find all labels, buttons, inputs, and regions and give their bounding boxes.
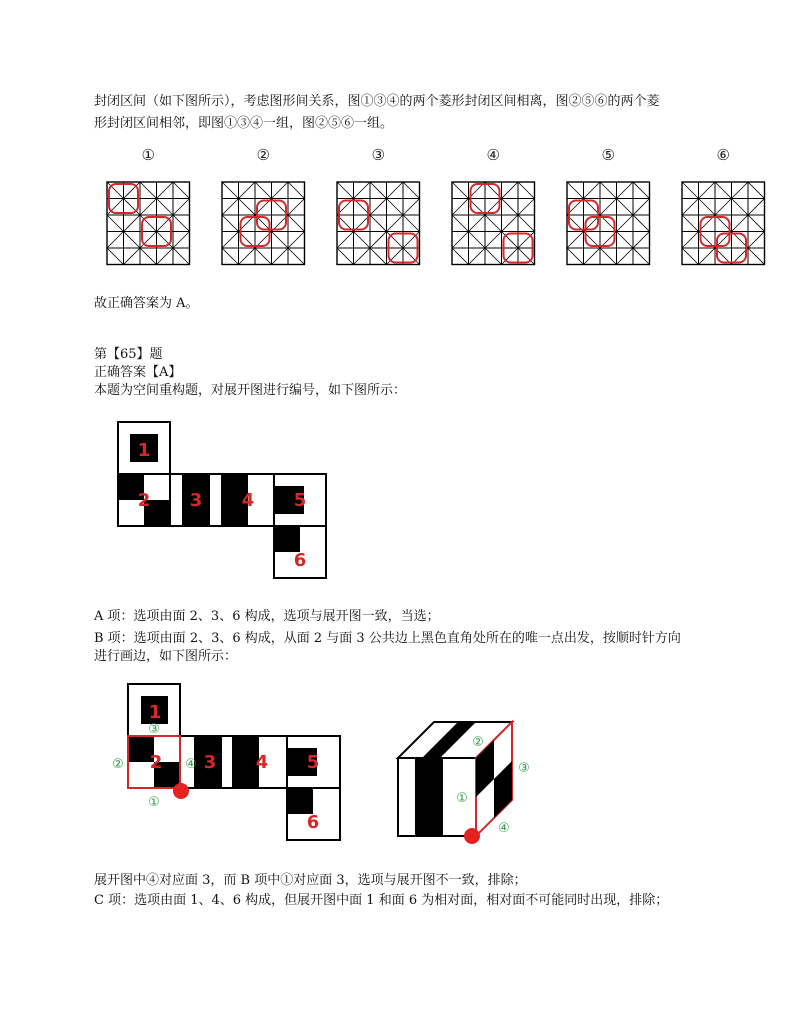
option-b-text: B 项：选项由面 2、3、6 构成，从面 2 与面 3 公共边上黑色直角处所在的唯一点出发，按顺时针方向 bbox=[94, 631, 681, 646]
answer-line: 故正确答案为 A。 bbox=[94, 296, 199, 311]
edge-mark: ① bbox=[148, 795, 160, 810]
net-face-label: 6 bbox=[293, 550, 307, 571]
question-number: 第【65】题 bbox=[94, 347, 163, 362]
net-face-label: 5 bbox=[306, 752, 320, 773]
grid-label: ① bbox=[141, 146, 155, 164]
paragraph-line: 形封闭区间相邻，即图①③④一组，图②⑤⑥一组。 bbox=[94, 116, 394, 131]
cube-net-figure bbox=[110, 418, 370, 588]
net-face-label: 2 bbox=[149, 752, 163, 773]
grid-label: ④ bbox=[486, 146, 500, 164]
grid-figure bbox=[0, 140, 800, 280]
analysis-text: 展开图中④对应面 3，而 B 项中①对应面 3，选项与展开图不一致，排除； bbox=[94, 873, 527, 888]
net-face-label: 3 bbox=[189, 490, 203, 511]
edge-mark: ③ bbox=[518, 761, 530, 776]
option-b-text: 进行画边，如下图所示： bbox=[94, 649, 238, 664]
net-face-label: 1 bbox=[148, 702, 162, 723]
edge-mark: ③ bbox=[148, 722, 160, 737]
triangle-grid bbox=[452, 146, 535, 265]
start-point-dot bbox=[173, 783, 189, 799]
grid-label: ⑤ bbox=[601, 146, 615, 164]
edge-mark: ② bbox=[472, 735, 484, 750]
cube-net-annotated-figure bbox=[100, 680, 720, 850]
paragraph-line: 封闭区间（如下图所示），考虑图形间关系，图①③④的两个菱形封闭区间相离，图②⑤⑥的两个菱 bbox=[94, 94, 660, 109]
net-face-label: 3 bbox=[203, 752, 217, 773]
net-face-label: 4 bbox=[241, 490, 255, 511]
triangle-grid bbox=[682, 146, 765, 265]
net-face-label: 5 bbox=[293, 490, 307, 511]
edge-mark: ④ bbox=[498, 821, 510, 836]
option-a-text: A 项：选项由面 2、3、6 构成，选项与展开图一致，当选； bbox=[94, 609, 440, 624]
start-point-dot bbox=[464, 828, 480, 844]
grid-label: ③ bbox=[371, 146, 385, 164]
net-face-label: 1 bbox=[137, 440, 151, 461]
edge-mark: ④ bbox=[185, 757, 197, 772]
option-c-text: C 项：选项由面 1、4、6 构成，但展开图中面 1 和面 6 为相对面，相对面不可能同时出现，排除； bbox=[94, 893, 669, 908]
net-face-label: 2 bbox=[137, 490, 151, 511]
question-intro: 本题为空间重构题，对展开图进行编号，如下图所示： bbox=[94, 383, 407, 398]
question-answer: 正确答案【A】 bbox=[94, 365, 182, 380]
triangle-grid bbox=[107, 146, 190, 265]
grid-label: ⑥ bbox=[716, 146, 730, 164]
net-face-label: 6 bbox=[306, 812, 320, 833]
triangle-grid bbox=[222, 146, 305, 265]
edge-mark: ② bbox=[112, 757, 124, 772]
net-face-label: 4 bbox=[255, 752, 269, 773]
edge-mark: ① bbox=[456, 791, 468, 806]
triangle-grid bbox=[337, 146, 420, 265]
triangle-grid bbox=[567, 146, 650, 265]
grid-label: ② bbox=[256, 146, 270, 164]
